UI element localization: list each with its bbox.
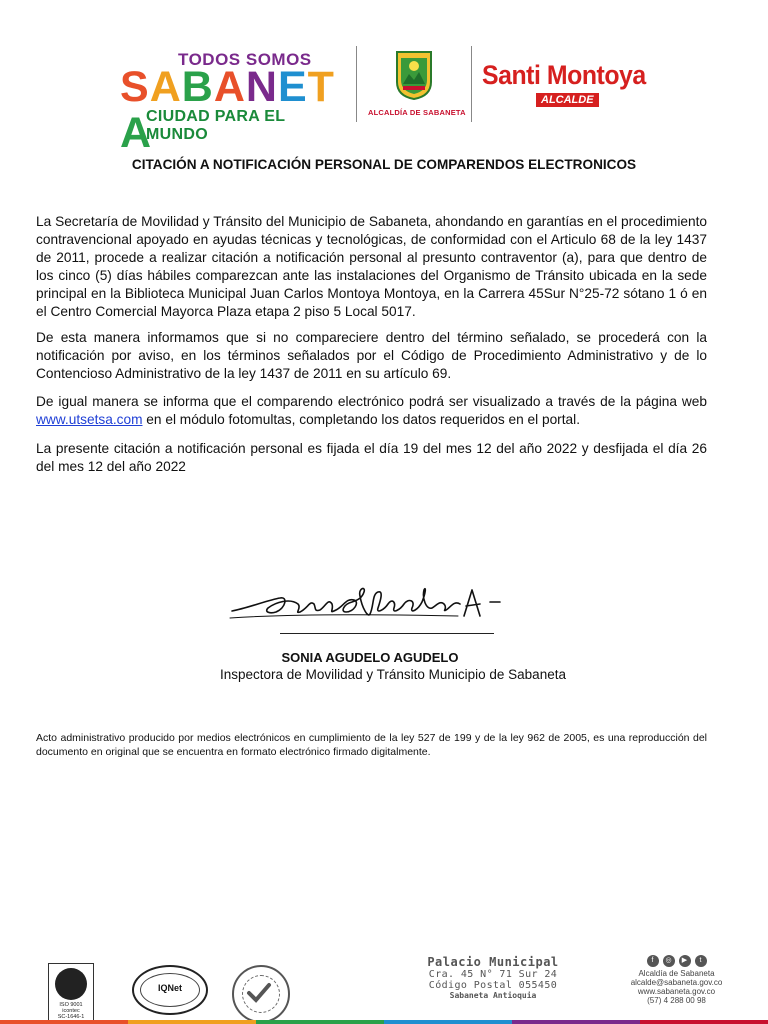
- signer-name: SONIA AGUDELO AGUDELO: [281, 650, 459, 665]
- crest-label: ALCALDÍA DE SABANETA: [368, 108, 466, 117]
- footer: [0, 955, 768, 1024]
- paragraph-notice: De esta manera informamos que si no compareciere dentro del término señalado, se procederá con la notificación por aviso, en los términos señalados por el Código de Procedimiento Administrativo y de lo Contencioso Administrativo de la ley 1437 de 2011 en su artículo 69.: [36, 330, 707, 381]
- facebook-icon[interactable]: f: [647, 955, 659, 967]
- letterhead: [0, 40, 768, 157]
- color-bar-segment: [640, 1020, 768, 1024]
- color-bar-segment: [256, 1020, 384, 1024]
- palacio-address: Cra. 45 N° 71 Sur 24: [428, 969, 558, 980]
- handwritten-signature: [228, 578, 518, 628]
- cert-iso-label: ISO 9001: [59, 1002, 83, 1008]
- paragraph-website: [36, 393, 707, 429]
- campaign-letter: S: [120, 63, 150, 111]
- contact-phone: (57) 4 288 00 98: [647, 996, 706, 1005]
- signature-line: [280, 633, 494, 634]
- contact-org: Alcaldía de Sabaneta: [638, 969, 715, 978]
- header-divider: [471, 46, 472, 122]
- campaign-letter: E: [277, 63, 308, 111]
- document-title: CITACIÓN A NOTIFICACIÓN PERSONAL DE COMPARENDOS ELECTRONICOS: [131, 157, 637, 172]
- municipal-palace-address: [408, 955, 578, 1001]
- icontec-emblem-icon: [55, 968, 87, 1000]
- campaign-top-text: TODOS SOMOS: [178, 50, 312, 69]
- palacio-postal-code: Código Postal 055450: [428, 980, 558, 991]
- campaign-letter: A: [213, 63, 246, 111]
- header-divider: [356, 46, 357, 122]
- campaign-sub-text: CIUDAD PARA EL MUNDO: [146, 108, 286, 143]
- mayor-name: Santi Montoya: [482, 60, 646, 90]
- social-icons: [604, 955, 749, 967]
- campaign-letter: A: [120, 109, 153, 157]
- cert-icontec-label: icontec: [62, 1008, 80, 1014]
- cert-code-label: SC-1646-1: [57, 1014, 85, 1020]
- color-bar-segment: [128, 1020, 256, 1024]
- campaign-letter: B: [181, 63, 214, 111]
- contact-website[interactable]: www.sabaneta.gov.co: [637, 987, 716, 996]
- iqnet-certification-logo: [132, 965, 208, 1015]
- municipal-crest-icon: [395, 50, 433, 100]
- palacio-title: Palacio Municipal: [427, 955, 559, 969]
- iqnet-label: IQNet: [157, 983, 182, 993]
- campaign-letter: T: [307, 63, 335, 111]
- legal-footnote: Acto administrativo producido por medios electrónicos en cumplimiento de la ley 527 de 199 y de la ley 962 de 2005, es una reproducción del documento en original que se encuentra en formato electrónico firmado digitalmente.: [36, 732, 707, 758]
- palacio-city: Sabaneta Antioquia: [449, 991, 537, 1000]
- youtube-icon[interactable]: ▶: [679, 955, 691, 967]
- color-bar-segment: [512, 1020, 640, 1024]
- sabaneta-campaign-logo: [118, 50, 350, 157]
- twitter-icon[interactable]: t: [695, 955, 707, 967]
- mayor-title-badge: ALCALDE: [536, 93, 599, 107]
- paragraph-dates: La presente citación a notificación personal es fijada el día 19 del mes 12 del año 2022 y desfijada el día 26 del mes 12 del año 2022: [36, 441, 707, 474]
- icontec-certification-logo: [48, 963, 94, 1021]
- paragraph-website-text-end: en el módulo fotomultas, completando los datos requeridos en el portal.: [142, 412, 580, 427]
- paragraph-citation: La Secretaría de Movilidad y Tránsito del Municipio de Sabaneta, ahondando en garantías en el procedimiento contravencional apoyado en ayudas técnicas y tecnológicas, de conformidad con el Articulo 68 de la ley 1437 de 2011, procede a realizar citación a notificación personal al presunto contraventor (a), para que dentro de los cinco (5) días hábiles comparezcan ante las instalaciones del Organismo de Tránsito ubicada en la sede principal en la Biblioteca Municipal Juan Carlos Montoya Montoya, en la Carrera 45Sur N°25-72 sótano 1 ó en el Centro Comercial Mayorca Plaza etapa 2 piso 5 Local 5017.: [36, 214, 707, 319]
- contact-email[interactable]: alcalde@sabaneta.gov.co: [630, 978, 723, 987]
- checkmark-icon: [232, 965, 286, 1019]
- color-bar-segment: [384, 1020, 512, 1024]
- campaign-letter: N: [245, 63, 278, 111]
- contact-block: [604, 955, 749, 1005]
- campaign-letter: A: [149, 63, 182, 111]
- signer-role: Inspectora de Movilidad y Tránsito Municipio de Sabaneta: [220, 667, 566, 682]
- instagram-icon[interactable]: ◎: [663, 955, 675, 967]
- color-bar-segment: [0, 1020, 128, 1024]
- footer-color-bar: [0, 1020, 768, 1024]
- quality-seal-logo: [232, 965, 290, 1023]
- paragraph-website-text: De igual manera se informa que el comparendo electrónico podrá ser visualizado a través de la página web: [36, 394, 707, 409]
- utsetsa-link[interactable]: www.utsetsa.com: [36, 412, 143, 427]
